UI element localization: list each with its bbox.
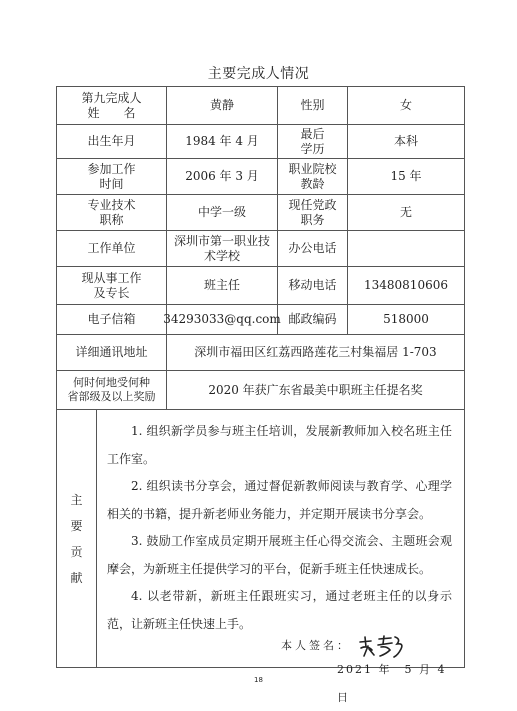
job-value: 班主任 bbox=[167, 267, 278, 305]
mobile-phone-value: 13480810606 bbox=[348, 267, 464, 305]
work-start-label-line2: 时间 bbox=[99, 176, 124, 191]
award-label-line1: 何时何地受何种 bbox=[73, 376, 150, 389]
contributions-label bbox=[57, 410, 97, 667]
position-label-line2: 职务 bbox=[300, 212, 325, 227]
education-value: 本科 bbox=[348, 125, 464, 159]
mobile-phone-label: 移动电话 bbox=[278, 267, 348, 305]
teaching-years-value: 15 年 bbox=[348, 159, 464, 195]
page-title: 主要完成人情况 bbox=[207, 66, 310, 82]
teaching-years-label-line1: 职业院校 bbox=[288, 161, 337, 176]
work-start-value: 2006 年 3 月 bbox=[167, 159, 278, 195]
address-value: 深圳市福田区红荔西路莲花三村集福居 1-703 bbox=[167, 335, 464, 371]
page-number: 18 bbox=[254, 676, 263, 684]
professional-title-label-line2: 职称 bbox=[99, 212, 124, 227]
birth-value: 1984 年 4 月 bbox=[167, 125, 278, 159]
name-label-cell bbox=[57, 87, 167, 125]
gender-label: 性别 bbox=[278, 87, 348, 125]
job-label-line2: 及专长 bbox=[93, 285, 130, 300]
contribution-item: 3. 鼓励工作室成员定期开展班主任心得交流会、主题班会观摩会，为新班主任提供学习的平台，促新手班主任快速成长。 bbox=[107, 534, 452, 576]
gender-value: 女 bbox=[348, 87, 464, 125]
position-label-line1: 现任党政 bbox=[288, 197, 337, 212]
email-value: 34293033@qq.com bbox=[167, 305, 278, 335]
postcode-label: 邮政编码 bbox=[278, 305, 348, 335]
employer-value-line2: 术学校 bbox=[203, 248, 240, 263]
award-value: 2020 年获广东省最美中职班主任提名奖 bbox=[167, 371, 464, 410]
contribution-item: 1. 组织新学员参与班主任培训，发展新教师加入校名班主任工作室。 bbox=[107, 424, 452, 466]
job-label-line1: 现从事工作 bbox=[81, 270, 142, 285]
job-label-cell bbox=[57, 267, 167, 305]
contributions-label-char: 献 bbox=[70, 570, 83, 585]
postcode-value: 518000 bbox=[348, 305, 464, 335]
employer-label: 工作单位 bbox=[57, 231, 167, 267]
address-label: 详细通讯地址 bbox=[57, 335, 167, 371]
name-label-line1: 第九完成人 bbox=[81, 90, 142, 105]
name-label-line2: 姓 名 bbox=[87, 105, 136, 120]
professional-title-label-line1: 专业技术 bbox=[87, 197, 136, 212]
award-label-line2: 省部级及以上奖励 bbox=[67, 390, 156, 403]
signature-label: 本人签名： bbox=[281, 639, 351, 652]
contributions-label-char: 主 bbox=[70, 492, 83, 507]
name-value: 黄静 bbox=[167, 87, 278, 125]
position-value: 无 bbox=[348, 195, 464, 231]
office-phone-label: 办公电话 bbox=[278, 231, 348, 267]
work-start-label-cell bbox=[57, 159, 167, 195]
contributions-label-char: 贡 bbox=[70, 544, 83, 559]
sign-date: 2021 年 5 月 4 日 bbox=[337, 663, 447, 704]
contribution-item: 2. 组织读书分享会，通过督促新教师阅读与教育学、心理学相关的书籍，提升新老师业务能力，并定期开展读书分享会。 bbox=[107, 479, 452, 521]
birth-label: 出生年月 bbox=[57, 125, 167, 159]
handwritten-signature bbox=[357, 634, 409, 658]
position-label-cell bbox=[278, 195, 348, 231]
teaching-years-label-cell bbox=[278, 159, 348, 195]
email-label: 电子信箱 bbox=[57, 305, 167, 335]
education-label-line1: 最后 bbox=[300, 126, 325, 141]
education-label-cell bbox=[278, 125, 348, 159]
contributions-label-char: 要 bbox=[70, 518, 83, 533]
professional-title-label-cell bbox=[57, 195, 167, 231]
award-label-cell bbox=[57, 371, 167, 410]
work-start-label-line1: 参加工作 bbox=[87, 161, 136, 176]
professional-title-value: 中学一级 bbox=[167, 195, 278, 231]
employer-value-cell bbox=[167, 231, 278, 267]
employer-value-line1: 深圳市第一职业技 bbox=[173, 233, 270, 248]
office-phone-value bbox=[348, 231, 464, 267]
education-label-line2: 学历 bbox=[300, 141, 325, 156]
personal-info-form bbox=[56, 86, 465, 704]
contribution-item: 4. 以老带新，新班主任跟班实习，通过老班主任的以身示范，让新班主任快速上手。 bbox=[107, 589, 452, 631]
teaching-years-label-line2: 教龄 bbox=[300, 176, 325, 191]
